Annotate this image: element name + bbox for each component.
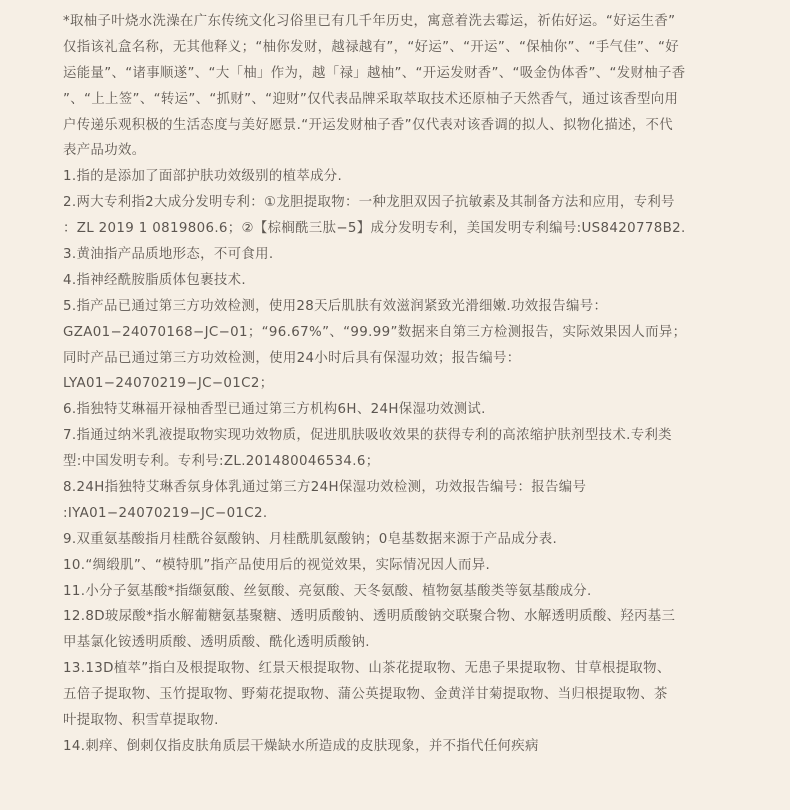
text-line: GZA01−24070168−JC−01；“96.67%”、“99.99”数据来自第三方检测报告，实际效果因人而异；	[63, 324, 687, 340]
text-line: 型:中国发明专利。专利号:ZL.201480046534.6；	[63, 454, 380, 470]
note-4	[63, 268, 742, 294]
text-line: 表产品功效。	[63, 143, 146, 159]
text-line: 7.指通过纳米乳液提取物实现功效物质，促进肌肤吸收效果的获得专利的高浓缩护肤剂型技术.专利类	[63, 428, 672, 444]
text-line: 2.两大专利指2大成分发明专利：①龙胆提取物：一种龙胆双因子抗敏素及其制备方法和应用，专利号	[63, 195, 675, 211]
text-line: 4.指神经酰胺脂质体包裹技术.	[63, 272, 246, 288]
text-line: 同时产品已通过第三方功效检测，使用24小时后具有保湿功效；报告编号：	[63, 350, 521, 366]
text-line: ：ZL 2019 1 0819806.6；②【棕榈酰三肽−5】成分发明专利，美国发明专利编号:US8420778B2.	[63, 221, 686, 237]
text-line: 五倍子提取物、玉竹提取物、野菊花提取物、蒲公英提取物、金黄洋甘菊提取物、当归根提取物、茶	[63, 687, 668, 703]
text-line: 9.双重氨基酸指月桂酰谷氨酸钠、月桂酰肌氨酸钠；0皂基数据来源于产品成分表.	[63, 531, 558, 547]
note-8	[63, 475, 742, 527]
text-line: *取柚子叶烧水洗澡在广东传统文化习俗里已有几千年历史，寓意着洗去霉运，祈佑好运。“好运生香”	[63, 14, 676, 29]
text-line: 甲基氯化铵透明质酸、透明质酸、酰化透明质酸钠.	[63, 635, 370, 651]
note-6	[63, 397, 742, 423]
text-line: 8.24H指独特艾琳香氛身体乳通过第三方24H保湿功效检测，功效报告编号：报告编号	[63, 480, 587, 496]
text-line: 1.指的是添加了面部护肤功效级别的植萃成分.	[63, 169, 343, 185]
note-1	[63, 164, 742, 190]
text-line: 10.“绸缎肌”、“模特肌”指产品使用后的视觉效果，实际情况因人而异.	[63, 557, 491, 573]
text-line: 户传递乐观积极的生活态度与美好愿景.“开运发财柚子香”仅代表对该香调的拟人、拟物化描述，不代	[63, 117, 674, 133]
text-line: 仅指该礼盒名称，无其他释义；“柚你发财，越禄越有”，“好运”、“开运”、“保柚你”、“手气佳”、“好	[63, 39, 680, 55]
text-line: LYA01−24070219−JC−01C2；	[63, 376, 274, 392]
text-line: 11.小分子氨基酸*指缬氨酸、丝氨酸、亮氨酸、天冬氨酸、植物氨基酸类等氨基酸成分.	[63, 583, 592, 599]
note-7	[63, 423, 742, 475]
note-13	[63, 656, 742, 734]
text-line: 14.刺痒、倒刺仅指皮肤角质层干燥缺水所造成的皮肤现象，并不指代任何疾病	[63, 738, 539, 754]
text-line: 3.黄油指产品质地形态，不可食用.	[63, 247, 274, 263]
disclaimer-paragraph	[63, 9, 742, 164]
text-line: 叶提取物、积雪草提取物.	[63, 713, 219, 729]
note-9	[63, 527, 742, 553]
note-2	[63, 190, 742, 242]
note-3	[63, 242, 742, 268]
text-line: 13.13D植萃”指白及根提取物、红景天根提取物、山茶花提取物、无患子果提取物、甘草根提取物、	[63, 661, 671, 677]
text-line: ”、“上上签”、“转运”、“抓财”、“迎财”仅代表品牌采取萃取技术还原柚子天然香气，通过该香型向用	[63, 91, 679, 107]
note-11	[63, 579, 742, 605]
text-line: 12.8D玻尿酸*指水解葡糖氨基聚糖、透明质酸钠、透明质酸钠交联聚合物、水解透明质酸、羟丙基三	[63, 609, 676, 625]
text-line: 运能量”、“诸事顺遂”、“大「柚」作为，越「禄」越柚”、“开运发财香”、“吸金伪体香”、“发财柚子香	[63, 65, 686, 81]
note-5	[63, 294, 742, 398]
text-line: :IYA01−24070219−JC−01C2.	[63, 505, 268, 521]
note-14	[63, 734, 742, 760]
text-line: 5.指产品已通过第三方功效检测，使用28天后肌肤有效滋润紧致光滑细嫩.功效报告编号：	[63, 298, 608, 314]
note-12	[63, 604, 742, 656]
text-line: 6.指独特艾琳福开禄柚香型已通过第三方机构6H、24H保湿功效测试.	[63, 402, 486, 418]
note-10	[63, 553, 742, 579]
